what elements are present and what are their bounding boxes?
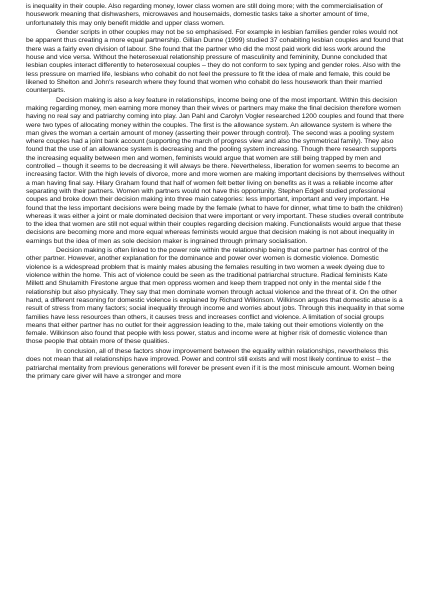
paragraph-gender-scripts: Gender scripts in other couples may not be so emphasised. For example in lesbian families gender roles would not be apparent thus creating a more equal partnership. Gillian Dunne (1999) studied 37 cohabiting lesbian couples and found that there was a fairly even division of labour. She found that the partner who did the most paid work did less work around the house and vice versa. Without the heterosexual relationship pressure of masculinity and femininity, Dunne concluded that lesbian couples interact differently to heterosexual couples – they do not conform to sex typing and gender roles. Also with the less pressure on married life, lesbians who cohabit do not feel the pressure to fit the idea of male and female, this could be likened to Shelton and John's research where they found that women who cohabit do less housework than their married counterparts. — [26, 29, 404, 95]
paragraph-domestic-violence: Decision making is often linked to the power role within the relationship being that one partner has control of the other partner. However, another explanation for the dominance and power over women is domestic violence. Domestic violence is a widespread problem that is mainly males abusing the females resulting in two women a week dyeing due to violence within the home. This act of violence could be seen as the traditional patriarchal structure. Radical feminists Kate Millett and Shulamith Firestone argue that men oppress women and keep them trapped not only in the mental side f the relationship but also physically. They say that men dominate women through actual violence and the threat of it. On the other hand, a different reasoning for domestic violence is explained by Richard Wilkinson. Wilkinson argues that domestic abuse is a result of stress from many factors; social inequality through income and worries about jobs. Through this inequality in that some families have less resources than others, it causes tress and increases conflict and violence. A limitation of social groups means that either partner has no outlet for their aggression leading to the, male taking out their emotions violently on the female. Wilkinson also found that people with less power, status and income were at higher risk of domestic violence than those people that obtain more of these qualities. — [26, 247, 405, 346]
paragraph-decision-making: Decision making is also a key feature in relationships, income being one of the most important. Within this decision making regarding money, men earning more money than their wives or partners may make the final decision therefore women having no real say and patriarchy coming into play. Jan Pahl and Carolyn Vogler researched 1200 couples and found that there were two types of allocating money within the couples. The first is the allowance system. An allowance system is where the man gives the woman a certain amount of money (asserting their power through control). The second was a pooling system where couples had a joint bank account (supporting the march of progress view and also the symmetrical family). They also found that the use of an allowance system is decreasing and the pooling system increasing. Though there research supports the increasing equality between men and women, feminists would argue that women are still being trapped by men and controlled – though it seems to be decreasing it will always be there. Nevertheless, liberation for women seems to become an increasing factor. With the high levels of divorce, more and more women are making important decisions by themselves without a man having final say. Hilary Graham found that half of women felt better living on benefits as it was a reliable income after separating with their partners. Women with partners would not have this opportunity. Stephen Edgell studied professional coupes and broke down their decision making into three main categories: less important, important and very important. He found that the less important decisions were being made by the female (what to have for dinner, what time to bath the children) whereas it was either a joint or male dominated decision that were important or very important. These studies overall contribute to the idea that women are still not equal within their couples regarding decision making. Functionalists would argue that these decisions are becoming more and more equal whereas feminists would argue that decision making is not about inequality in earnings but the idea of men as sole decision maker is ingrained through primary socialisation. — [26, 96, 405, 245]
paragraph-conclusion: In conclusion, all of these factors show improvement between the equality within relationships, nevertheless this does not mean that all relationships have improved. Power and control still exists and will most likely continue to exist – the patriarchal mentality from previous generations will forever be present even if it is the most miniscule amount. Women being the primary care giver will have a stronger and more — [26, 347, 395, 380]
paragraph-household-inequality: is inequality in their couple. Also regarding money, lower class women are still doing more; with the commercialisation of housework meaning that dishwashers, microwaves and housemaids, domestic tasks take a shorter amount of time, unfortunately this may only benefit middle and upper class women. — [26, 3, 383, 27]
